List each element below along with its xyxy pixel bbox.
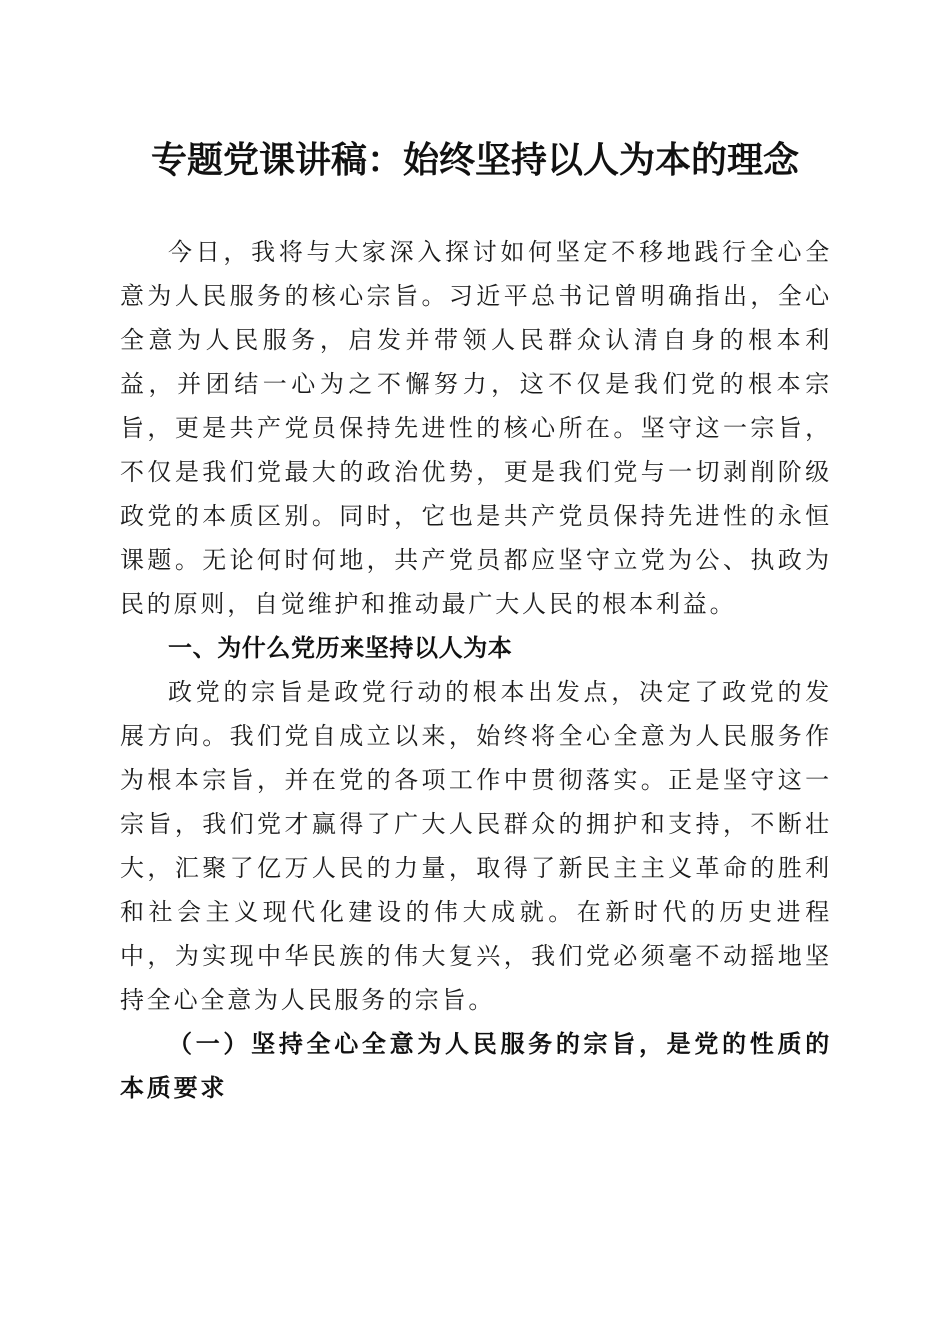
paragraph-intro: 今日，我将与大家深入探讨如何坚定不移地践行全心全意为人民服务的核心宗旨。习近平总书记曾明确指出，全心全意为人民服务，启发并带领人民群众认清自身的根本利益，并团结一心为之不懈努力，这不仅是我们党的根本宗旨，更是共产党员保持先进性的核心所在。坚守这一宗旨，不仅是我们党最大的政治优势，更是我们党与一切剥削阶级政党的本质区别。同时，它也是共产党员保持先进性的永恒课题。无论何时何地，共产党员都应坚守立党为公、执政为民的原则，自觉维护和推动最广大人民的根本利益。 bbox=[120, 238, 832, 618]
paragraph-section-1: 政党的宗旨是政党行动的根本出发点，决定了政党的发展方向。我们党自成立以来，始终将全心全意为人民服务作为根本宗旨，并在党的各项工作中贯彻落实。正是坚守这一宗旨，我们党才赢得了广大人民群众的拥护和支持，不断壮大，汇聚了亿万人民的力量，取得了新民主主义革命的胜利和社会主义现代化建设的伟大成就。在新时代的历史进程中，为实现中华民族的伟大复兴，我们党必须毫不动摇地坚持全心全意为人民服务的宗旨。 bbox=[120, 678, 832, 1014]
section-heading-1: 一、为什么党历来坚持以人为本 bbox=[168, 634, 513, 662]
subsection-heading-1: （一）坚持全心全意为人民服务的宗旨，是党的性质的本质要求 bbox=[120, 1029, 832, 1102]
document-title: 专题党课讲稿：始终坚持以人为本的理念 bbox=[150, 139, 799, 181]
document-body bbox=[120, 230, 832, 1110]
